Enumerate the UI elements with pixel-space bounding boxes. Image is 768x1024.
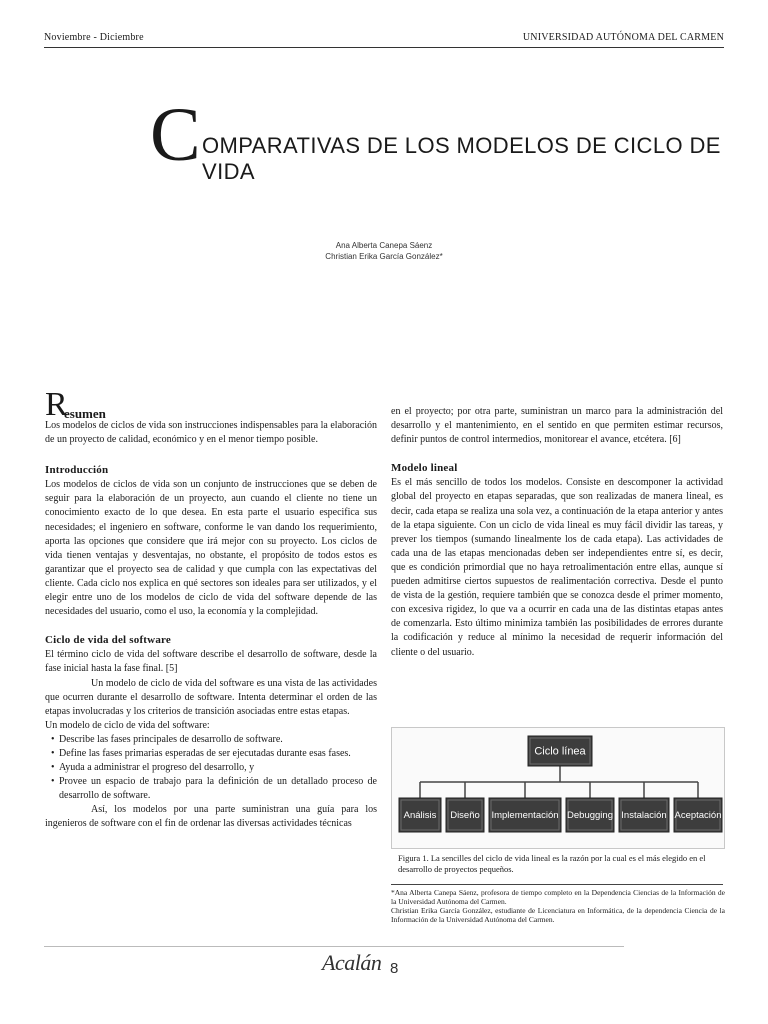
footer-rule bbox=[44, 946, 624, 947]
introduccion-heading: Introducción bbox=[45, 464, 109, 477]
footnote-rule bbox=[391, 884, 723, 885]
title-rest: OMPARATIVAS DE LOS MODELOS DE CICLO DE VIDA bbox=[202, 133, 721, 184]
ciclo-bullets bbox=[45, 733, 377, 803]
bullet-item: • Ayuda a administrar el progreso del desarrollo, y bbox=[59, 761, 377, 775]
resumen-heading bbox=[45, 386, 377, 423]
article-title bbox=[150, 93, 730, 184]
diagram-root-box-label: Ciclo línea bbox=[534, 745, 586, 758]
linear-cycle-diagram bbox=[392, 728, 724, 848]
diagram-stage-box-label: Debugging bbox=[567, 810, 613, 822]
bullet-item: • Define las fases primarias esperadas de ser ejecutadas durante esas fases. bbox=[59, 747, 377, 761]
running-head bbox=[44, 32, 724, 46]
continued-text: en el proyecto; por otra parte, suministran un marco para la administración del desarrollo y el mantenimiento, en el sentido en que permiten estimar recursos, definir puntos de control intermedios, monitorear el avance, etcétera. [6] bbox=[391, 406, 723, 446]
authors bbox=[0, 240, 768, 262]
author-2: Christian Erika García González* bbox=[325, 252, 443, 261]
diagram-stage-box-label: Aceptación bbox=[674, 810, 722, 822]
diagram-stage-box bbox=[674, 798, 722, 832]
issue-date: Noviembre - Diciembre bbox=[44, 32, 144, 43]
bullet-item: • Provee un espacio de trabajo para la definición de un detallado proceso de desarrollo de software. bbox=[59, 775, 377, 803]
diagram-stage-box bbox=[446, 798, 484, 832]
bullet-item: • Describe las fases principales de desarrollo de software. bbox=[59, 733, 377, 747]
figure-caption: Figura 1. La sencilles del ciclo de vida lineal es la razón por la cual es el más elegido en el desarrollo de proyectos pequeños. bbox=[398, 853, 706, 874]
figure-linear-cycle bbox=[391, 727, 725, 849]
diagram-stage-box bbox=[489, 798, 561, 832]
ciclo-heading: Ciclo de vida del software bbox=[45, 634, 171, 647]
diagram-stage-box bbox=[566, 798, 614, 832]
diagram-root-box bbox=[528, 736, 592, 766]
footnotes bbox=[391, 888, 725, 924]
university-name: UNIVERSIDAD AUTÓNOMA DEL CARMEN bbox=[522, 32, 724, 43]
title-initial: C bbox=[150, 93, 201, 177]
ciclo-p2: Un modelo de ciclo de vida del software es una vista de las actividades que ocurren durante el desarrollo de software. Intenta determinar el orden de las etapas involucradas y los criterios de transición asociadas entre estas etapas. bbox=[45, 677, 377, 717]
header-rule bbox=[44, 47, 724, 48]
diagram-stage-box bbox=[619, 798, 669, 832]
diagram-stage-box-label: Análisis bbox=[403, 810, 437, 822]
footnote-2: Christian Erika García González, estudiante de Licenciatura en Informática, de la dependencia Ciencia de la Información de la Universidad Autónoma del Carmen. bbox=[391, 906, 725, 924]
introduccion-text: Los modelos de ciclos de vida son un conjunto de instrucciones que se deben de seguir para la elaboración de un proyecto, aun cuando el cliente no tiene un conocimiento exacto de lo que desea. En esta parte el usuario especifica sus necesidades; el ingeniero en software, conforme le van dando los requerimiento, aporta las opciones que considere que irá mejor con su proyecto. Los ciclos de vida tienen ventajas y desventajas, no obstante, el propósito de todos estos es garantizar que el proyecto sea de calidad y que cumpla con las expectativas del cliente. Cada ciclo nos explica en qué sectores son ideales para ser utilizados, y el elegir entre uno de los modelos de ciclo de vida del software depende de las necesidades del usuario, como el uso, la economía y la complejidad. bbox=[45, 479, 377, 618]
diagram-stage-box-label: Instalación bbox=[621, 810, 667, 822]
resumen-text: Los modelos de ciclos de vida son instrucciones indispensables para la elaboración de un proyecto de calidad, económico y en el menor tiempo posible. bbox=[45, 420, 377, 446]
page-number: 8 bbox=[390, 960, 399, 977]
diagram-stage-box-label: Implementación bbox=[491, 810, 559, 822]
modelo-lineal-text: Es el más sencillo de todos los modelos. Consiste en descomponer la actividad global del proyecto en etapas separadas, que son realizadas de manera lineal, es decir, cada etapa se realiza una sola vez, a continuación de la etapa anterior y antes de la etapa siguiente. Con un ciclo de vida lineal es muy fácil dividir las tareas, y prever los tiempos (sumando linealmente los de cada etapa). Las actividades de cada una de las etapas mencionadas deben ser independientes entre sí, es decir, que es condición primordial que no haya retroalimentación entre ellas, aunque sí pueden admitirse ciertos supuestos de realimentación correctiva. Desde el punto de vista de la gestión, requiere también que se conozca desde el primer momento, con excesiva rigidez, lo que va a ocurrir en cada una de las distintas etapas antes de comenzarla. Esto último minimiza también las posibilidades de errores durante la codificación y reduce al mínimo la necesidad de requerir información del cliente o del usuario. bbox=[391, 477, 723, 658]
ciclo-p3: Un modelo de ciclo de vida del software: bbox=[45, 719, 210, 731]
resumen-rest: esumen bbox=[64, 406, 106, 421]
diagram-stage-box bbox=[399, 798, 441, 832]
diagram-stage-box-label: Diseño bbox=[450, 810, 480, 822]
modelo-lineal-heading: Modelo lineal bbox=[391, 462, 458, 475]
author-1: Ana Alberta Canepa Sáenz bbox=[335, 241, 433, 250]
ciclo-p1: El término ciclo de vida del software describe el desarrollo de software, desde la fase inicial hasta la fase final. [5] bbox=[45, 649, 377, 675]
journal-logo: Acalán bbox=[322, 950, 382, 975]
ciclo-p4: Así, los modelos por una parte suministran una guía para los ingenieros de software con el fin de ordenar las diversas actividades técnicas bbox=[45, 804, 377, 830]
right-column bbox=[391, 405, 723, 660]
left-column bbox=[45, 386, 377, 832]
resumen-initial: R bbox=[45, 386, 68, 423]
footnote-1: *Ana Alberta Canepa Sáenz, profesora de tiempo completo en la Dependencia Ciencias de la Información de la Universidad Autónoma del Carmen. bbox=[391, 888, 725, 906]
